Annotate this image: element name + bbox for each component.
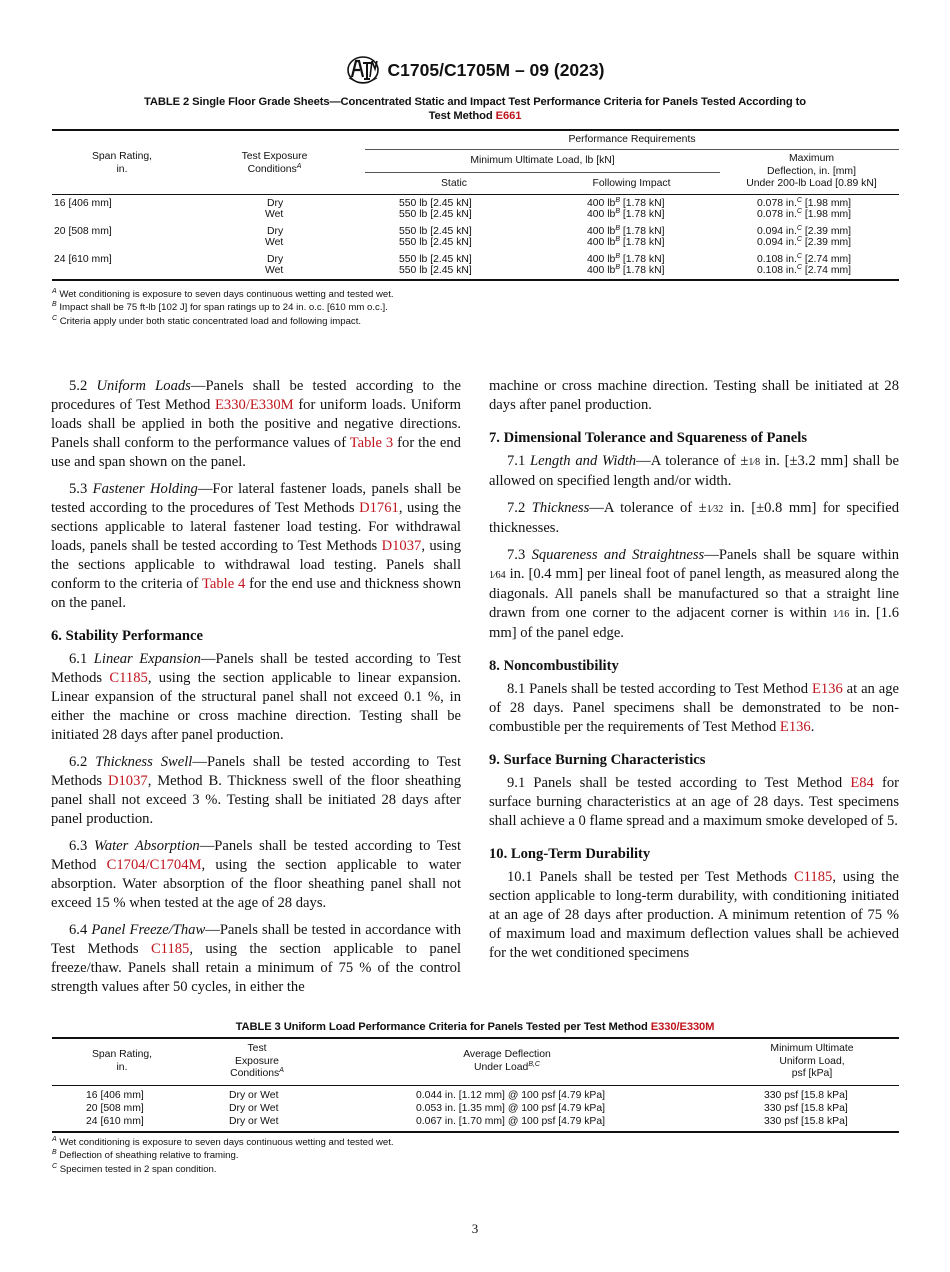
- section-6-4: 6.4 Panel Freeze/Thaw—Panels shall be tested in accordance with Test Methods C1185, using the section applicable to panel freeze/thaw. Panels shall retain a minimum of 75 % of the control strength values after 50 cycles, in either the: [51, 922, 461, 995]
- table2-footnotes: $^A$ Wet conditioning is exposure to seven days continuous wetting and tested wet. $^B$ Impact shall be 75 ft-lb [102 J] for span ratings up to 24 in. o.c. [610 mm o.c.]. $^C$ Criteria apply under both static concentrated load and following impact.: [52, 288, 394, 327]
- e84-link[interactable]: E84: [850, 775, 874, 791]
- page-header: [0, 55, 950, 85]
- section-6-2: 6.2 Thickness Swell—Panels shall be tested according to Test Methods D1037, Method B. Thickness swell of the floor sheathing panel shall not exceed 3 %. Testing shall be initiated 28 days after panel production.: [51, 754, 462, 827]
- e136-link[interactable]: E136: [779, 719, 811, 735]
- table-row: 16 [406 mm] Dry or Wet 0.044 in. [1.12 mm] @ 100 psf [4.79 kPa] 330 psf [15.8 kPa]: [86, 1090, 848, 1101]
- heading-section-9: 9. Surface Burning Characteristics: [489, 752, 706, 768]
- table-row: 20 [508 mm] Dry or Wet 0.053 in. [1.35 mm] @ 100 psf [4.79 kPa] 330 psf [15.8 kPa]: [86, 1103, 848, 1114]
- section-5-3: 5.3 Fastener Holding—For lateral fastener loads, panels shall be tested according to the procedures of Test Methods D1761, using the sections applicable to lateral fastener load testing. For withdrawal loads, panels shall be tested according to Test Methods D1037, using the sections applicable to withdrawal load testing. Panels shall conform to the criteria of Table 4 for the end use and thickness shown on the panel.: [51, 481, 461, 611]
- table2-header: Span Rating, in. Test Exposure Conditions$^A$ Performance Requirements Minimum Ultimate Load, lb [kN] Static Following Impact Maximum Deflection, in. [mm] Under 200-lb Load [0.89 kN]: [52, 131, 899, 195]
- table2-caption: TABLE 2 Single Floor Grade Sheets—Concentrated Static and Impact Test Performance Criteria for Panels Tested According to Test Method E661: [144, 96, 806, 122]
- section-6-1: 6.1 Linear Expansion—Panels shall be tested according to Test Methods C1185, using the section applicable to linear expansion. Linear expansion of the structural panel shall not exceed 0.1 %, in either the machine or cross machine direction. Testing shall be initiated 28 days after panel production.: [51, 651, 461, 743]
- section-5-2: 5.2 Uniform Loads—Panels shall be tested according to the procedures of Test Method E330/E330M for uniform loads. Uniform loads shall be applied in both the positive and negative directions. Panels shall conform to the performance values of Table 3 for the end use and span shown on the panel.: [51, 378, 462, 470]
- page-number: 3: [471, 1221, 479, 1236]
- table3-link[interactable]: Table 3: [349, 435, 394, 451]
- section-10-1: 10.1 Panels shall be tested per Test Methods C1185, using the section applicable to long-term durability, with conditioning initiated at an age of 28 days after production. A minimum retention of 75 % of maximum load and maximum deflection values shall be achieved for the wet conditioned specimens: [489, 869, 900, 961]
- document-designation: C1705/C1705M – 09 (2023): [387, 59, 605, 80]
- d1037-link[interactable]: D1037: [107, 773, 148, 789]
- table4-link[interactable]: Table 4: [201, 576, 246, 592]
- table3-caption: TABLE 3 Uniform Load Performance Criteria for Panels Tested per Test Method E330/E330M: [235, 1021, 715, 1033]
- c1185-link[interactable]: C1185: [150, 941, 190, 957]
- heading-section-8: 8. Noncombustibility: [489, 658, 619, 674]
- table2-body: 16 [406 mm] Dry 550 lb [2.45 kN] 400 $lb^B$ [1.78 kN] 0.078 in.$^C$ [1.98 mm] Wet 550 lb [2.45 kN] 400 $lb^B$ [1.78 kN] 0.078 in.$^C$ [1.98 mm] 20 [508 mm] Dry 550 lb [2.45 kN] 400 $lb^B$ [1.78 kN] 0.094 in.$^C$ [2.39 mm] Wet 550 lb [2.45 kN] 400 $lb^B$ [1.78 kN] 0.094 in.$^C$ [2.39 mm] 24 [610 mm] Dry 550 lb [2.45 kN] 400 $lb^B$ [1.78 kN] 0.108 in.$^C$ [2.74 mm] Wet 550 lb [2.45 kN] 400 $lb^B$ [1.78 kN] 0.108 in.$^C$ [2.74 mm]: [52, 195, 899, 281]
- right-column: [489, 377, 899, 971]
- section-7-1: 7.1 Length and Width—A tolerance of ±1⁄8 in. [±3.2 mm] shall be allowed on specified length and/or width.: [489, 453, 899, 489]
- heading-section-7: 7. Dimensional Tolerance and Squareness of Panels: [489, 430, 807, 446]
- e330-link[interactable]: E330/E330M: [215, 397, 294, 413]
- table3: [52, 1037, 899, 1133]
- e661-link[interactable]: E661: [495, 110, 522, 122]
- heading-section-10: 10. Long-Term Durability: [489, 846, 651, 862]
- table2: [52, 129, 899, 281]
- e330-link[interactable]: E330/E330M: [650, 1021, 715, 1033]
- e136-link[interactable]: E136: [811, 681, 843, 697]
- table3-body: [52, 1086, 899, 1133]
- section-6-3: 6.3 Water Absorption—Panels shall be tested according to Test Method C1704/C1704M, using the section applicable to water absorption. Water absorption of the floor sheathing panel shall not exceed 15 % when tested at the age of 28 days.: [51, 838, 462, 911]
- d1037-link[interactable]: D1037: [381, 538, 422, 554]
- table-row: 24 [610 mm] Dry or Wet 0.067 in. [1.70 mm] @ 100 psf [4.79 kPa] 330 psf [15.8 kPa]: [86, 1116, 848, 1127]
- section-7-3: 7.3 Squareness and Straightness—Panels shall be square within 1⁄64 in. [0.4 mm] per lineal foot of panel length, as measured along the diagonals. All panels shall be manufactured so that a straight line drawn from one corner to the adjacent corner is within 1⁄16 in. [1.6 mm] of the panel edge.: [489, 547, 900, 641]
- left-column: [51, 377, 461, 1005]
- d1761-link[interactable]: D1761: [359, 500, 399, 516]
- c1704-link[interactable]: C1704/C1704M: [106, 857, 202, 873]
- c1185-link[interactable]: C1185: [793, 869, 833, 885]
- astm-logo-icon: [346, 55, 380, 85]
- section-6-4-continued: machine or cross machine direction. Testing shall be initiated at 28 days after panel production.: [489, 378, 899, 413]
- section-9-1: 9.1 Panels shall be tested according to Test Method E84 for surface burning characteristics at an age of 28 days. Test specimens shall achieve a 0 flame spread and a maximum smoke developed of 5.: [489, 775, 900, 829]
- table3-header: Span Rating, in. Test Exposure Conditions$^A$ Average Deflection Under Load$^{B,C}$ Minimum Ultimate Uniform Load, psf [kPa]: [52, 1037, 899, 1086]
- table3-footnotes: $^A$ Wet conditioning is exposure to seven days continuous wetting and tested wet. $^B$ Deflection of sheathing relative to framing. $^C$ Specimen tested in 2 span condition.: [52, 1136, 394, 1175]
- section-8-1: 8.1 Panels shall be tested according to Test Method E136 at an age of 28 days. Panel specimens shall be demonstrated to be non-combustible per the requirements of Test Method E136.: [489, 681, 899, 735]
- heading-section-6: 6. Stability Performance: [51, 628, 203, 644]
- section-7-2: 7.2 Thickness—A tolerance of ±1⁄32 in. [±0.8 mm] for specified thicknesses.: [489, 500, 899, 536]
- c1185-link[interactable]: C1185: [109, 670, 148, 686]
